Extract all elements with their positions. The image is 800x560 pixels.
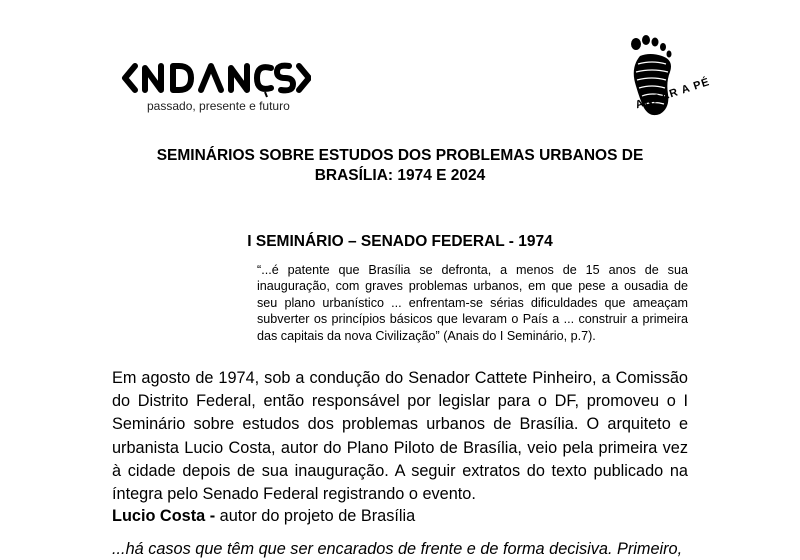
document-title	[100, 146, 700, 186]
andancas-wordmark-icon	[121, 58, 311, 98]
section-title: I SEMINÁRIO – SENADO FEDERAL - 1974	[247, 233, 553, 250]
italic-excerpt: ...há casos que têm que ser encarados de frente e de forma decisiva. Primeiro,	[112, 540, 683, 558]
body-paragraph: Em agosto de 1974, sob a condução do Senador Cattete Pinheiro, a Comissão do Distrito Federal, então responsável por legislar para o DF, promoveu o I Seminário sobre estudos dos problemas urbanos de Brasília. O arquiteto e urbanista Lucio Costa, autor do Plano Piloto de Brasília, veio pela primeira vez à cidade depois de sua inauguração. A seguir extratos do texto publicado na íntegra pelo Senado Federal registrando o evento.	[112, 369, 688, 504]
quote-block: “...é patente que Brasília se defronta, a menos de 15 anos de sua inauguração, com graves problemas urbanos, em que pese a ousadia de seu plano urbanístico ... enfrentam-se sérias dificuldades que ameaçam subverter os princípios básicos que levaram o País a ... construir a primeira das capitais da nova Civilização” (Anais do I Seminário, p.7).	[257, 263, 688, 343]
title-line-1: SEMINÁRIOS SOBRE ESTUDOS DOS PROBLEMAS URBANOS DE	[156, 147, 644, 164]
author-name: Lucio Costa -	[112, 507, 216, 525]
footprint-icon	[622, 34, 688, 130]
andancas-logo	[121, 58, 311, 98]
author-line	[112, 507, 415, 526]
title-line-2: BRASÍLIA: 1974 E 2024	[314, 167, 486, 184]
logo-tagline: passado, presente e futuro	[147, 99, 290, 113]
andar-a-pe-logo	[622, 34, 688, 130]
author-role: autor do projeto de Brasília	[215, 507, 416, 525]
andar-a-pe-text: ANDAR A PÉ	[634, 76, 712, 112]
